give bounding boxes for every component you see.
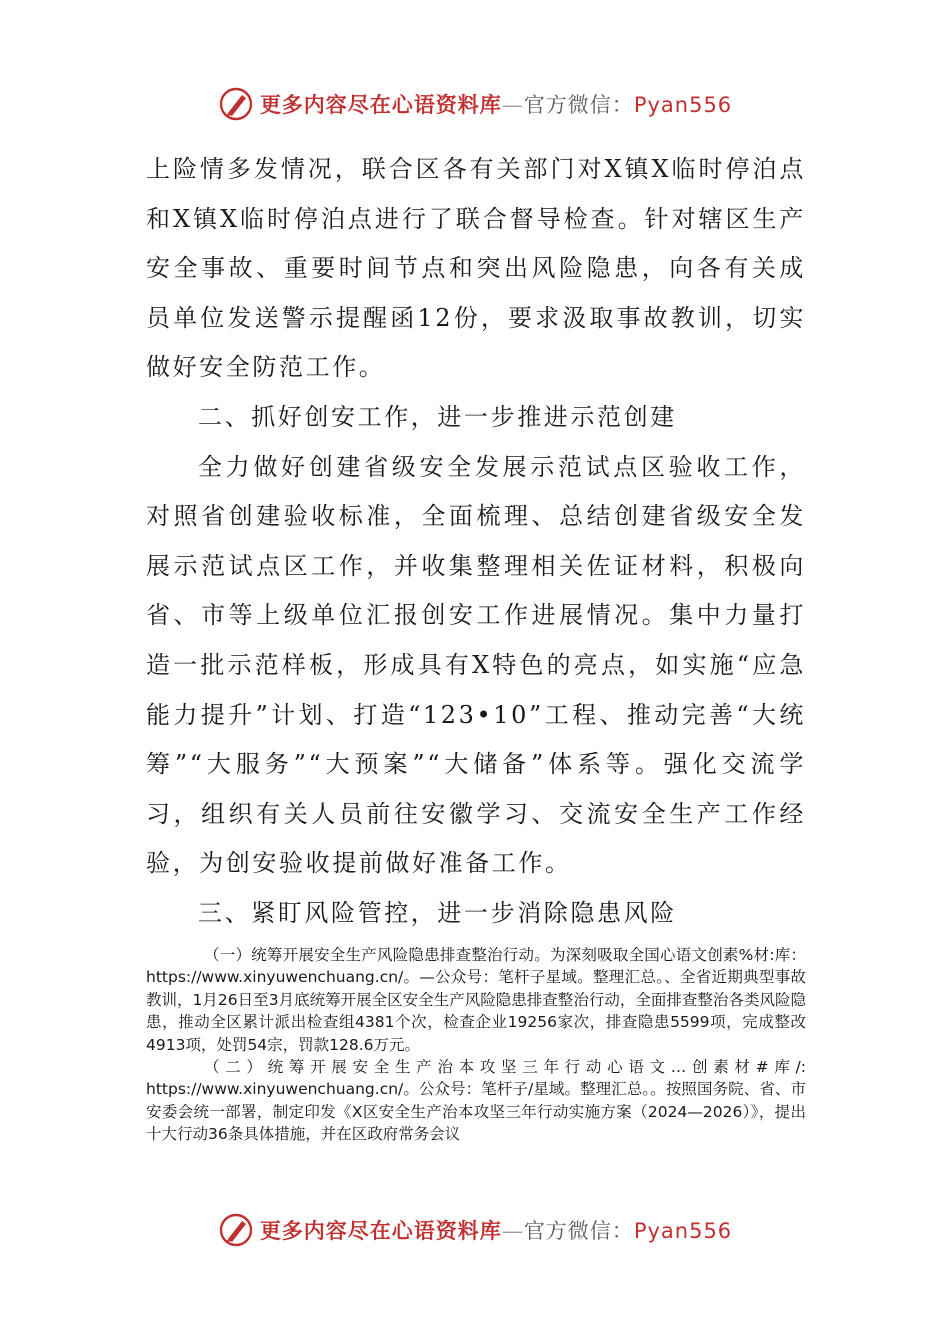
banner-dash: —: [501, 1219, 524, 1243]
section-heading-3: 三、紧盯风险管控，进一步消除隐患风险: [198, 898, 677, 927]
banner-wechat-id: Pyan556: [633, 93, 733, 117]
header-banner: [0, 82, 950, 126]
banner-wechat-label: 官方微信：: [523, 1219, 634, 1243]
footer-banner: [0, 1208, 950, 1252]
banner-text: [260, 89, 732, 119]
banner-wechat-label: 官方微信：: [523, 93, 634, 117]
banner-text: [260, 1215, 732, 1245]
pen-logo-icon: [218, 1212, 254, 1248]
banner-dash: —: [501, 93, 524, 117]
document-body: [146, 145, 806, 939]
banner-prefix: 更多内容尽在心语资料库: [259, 92, 502, 117]
subsection-2: （二）统筹开展安全生产治本攻坚三年行动心语文…创素材#库/: https://www.xinyuwenchuang.cn/。公众号：笔杆子/星域。整理汇总。。按照国务院、省、市安委会统一部署，制定印发《X区安全生产治本攻坚三年行动实施方案（2024—2026）》，提出十大行动36条具体措施，并在区政府常务会议: [146, 1058, 806, 1144]
subsection-block: [146, 944, 806, 1146]
banner-wechat-id: Pyan556: [633, 1219, 733, 1243]
section-heading-2: 二、抓好创安工作，进一步推进示范创建: [198, 402, 677, 431]
paragraph-1: 上险情多发情况，联合区各有关部门对X镇X临时停泊点和X镇X临时停泊点进行了联合督导检查。针对辖区生产安全事故、重要时间节点和突出风险隐患，向各有关成员单位发送警示提醒函12份，要求汲取事故教训，切实做好安全防范工作。: [146, 155, 806, 382]
pen-logo-icon: [218, 86, 254, 122]
subsection-1: （一）统筹开展安全生产风险隐患排查整治行动。为深刻吸取全国心语文创素%材:库：https://www.xinyuwenchuang.cn/。—公众号：笔杆子星域。整理汇总。、全省近期典型事故教训，1月26日至3月底统筹开展全区安全生产风险隐患排查整治行动，全面排查整治各类风险隐患，推动全区累计派出检查组4381个次，检查企业19256家次，排查隐患5599项，完成整改4913项，处罚54宗，罚款128.6万元。: [146, 946, 806, 1054]
banner-prefix: 更多内容尽在心语资料库: [259, 1218, 502, 1243]
paragraph-2: 全力做好创建省级安全发展示范试点区验收工作，对照省创建验收标准，全面梳理、总结创建省级安全发展示范试点区工作，并收集整理相关佐证材料，积极向省、市等上级单位汇报创安工作进展情况。集中力量打造一批示范样板，形成具有X特色的亮点，如实施“应急能力提升”计划、打造“123•10”工程、推动完善“大统筹”“大服务”“大预案”“大储备”体系等。强化交流学习，组织有关人员前往安徽学习、交流安全生产工作经验，为创安验收提前做好准备工作。: [146, 452, 806, 878]
